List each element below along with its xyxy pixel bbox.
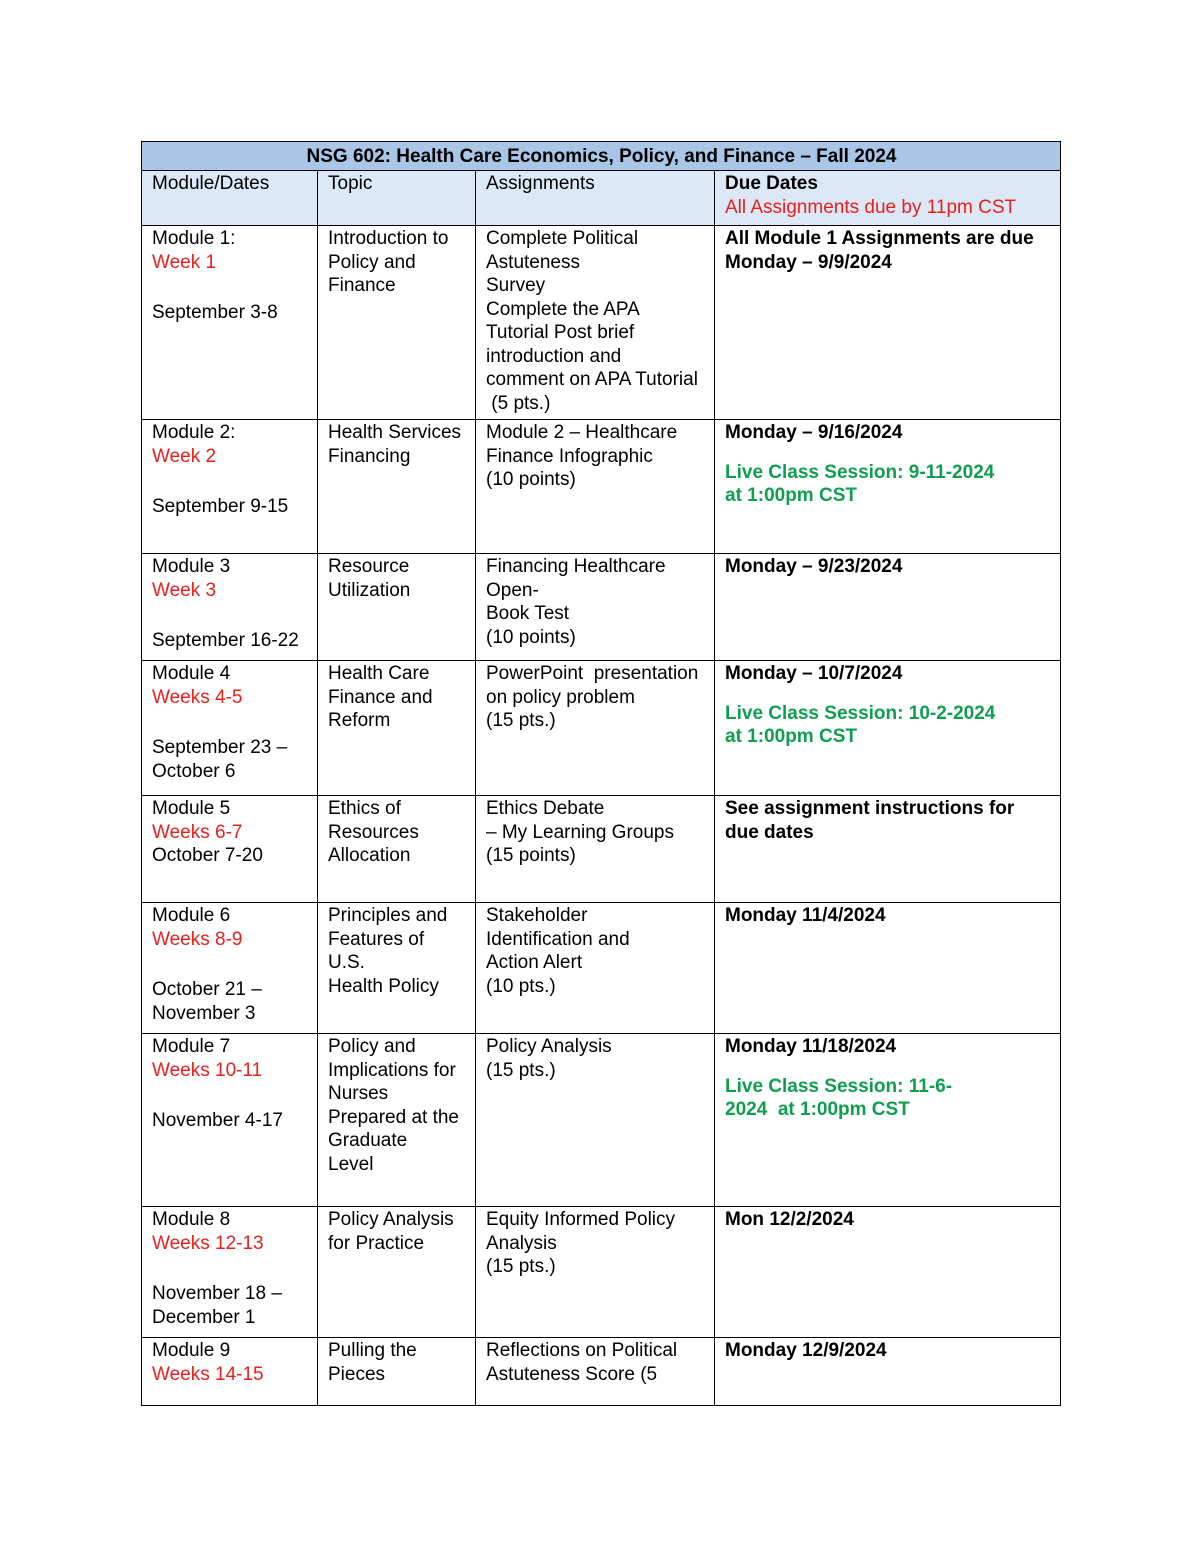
topic-line: Financing — [328, 445, 411, 467]
course-title: NSG 602: Health Care Economics, Policy, and Finance – Fall 2024 — [142, 142, 1061, 171]
due-date-cell — [715, 796, 1061, 903]
assignments-cell — [476, 554, 715, 661]
assignment-line: Stakeholder — [486, 905, 588, 926]
topic-line: Ethics of — [328, 798, 401, 819]
module-cell — [142, 903, 318, 1034]
header-topic — [318, 171, 476, 226]
assignment-line: Module 2 – Healthcare — [486, 422, 678, 443]
table-row — [142, 796, 1061, 903]
due-date-cell — [715, 1207, 1061, 1338]
module-cell — [142, 554, 318, 661]
topic-cell — [318, 796, 476, 903]
due-date-line: All Module 1 Assignments are due — [725, 228, 1034, 249]
table-row — [142, 903, 1061, 1034]
spacer — [152, 468, 308, 495]
assignment-line: on policy problem — [486, 686, 635, 708]
header-assignments-label: Assignments — [486, 173, 595, 194]
live-session-line: 2024 at 1:00pm CST — [725, 1099, 910, 1120]
table-row — [142, 1034, 1061, 1207]
module-cell — [142, 1338, 318, 1406]
header-due-dates-label: Due Dates — [725, 173, 818, 194]
topic-line: Policy and — [328, 251, 416, 273]
live-session-line: Live Class Session: 10-2-2024 — [725, 702, 996, 724]
assignments-cell — [476, 661, 715, 796]
assignment-line: comment on APA Tutorial — [486, 369, 698, 390]
due-date-line: Monday – 9/9/2024 — [725, 251, 892, 273]
assignment-line: introduction and — [486, 345, 622, 367]
topic-line: Health Services — [328, 422, 462, 443]
assignment-line: Book Test — [486, 603, 570, 624]
module-label: Module 9 — [152, 1340, 231, 1361]
assignment-line: – My Learning Groups — [486, 821, 674, 843]
week-label: Week 3 — [152, 579, 217, 601]
module-date-range: September 9-15 — [152, 496, 289, 517]
due-date-cell — [715, 226, 1061, 420]
module-label: Module 8 — [152, 1209, 231, 1230]
due-date-cell — [715, 554, 1061, 661]
topic-line: Principles and — [328, 905, 448, 926]
module-cell — [142, 226, 318, 420]
table-header-row — [142, 171, 1061, 226]
module-cell — [142, 420, 318, 554]
assignment-line: (10 pts.) — [486, 975, 556, 997]
assignment-line: (5 pts.) — [486, 392, 551, 414]
topic-line: Features of — [328, 928, 425, 950]
topic-cell — [318, 903, 476, 1034]
assignment-line: Financing Healthcare — [486, 556, 666, 577]
assignments-cell — [476, 903, 715, 1034]
week-label: Weeks 6-7 — [152, 821, 243, 843]
due-date-line: Monday 11/18/2024 — [725, 1036, 897, 1057]
live-session-line: at 1:00pm CST — [725, 726, 857, 747]
assignment-line: Astuteness Score (5 — [486, 1363, 658, 1385]
module-label: Module 4 — [152, 663, 231, 684]
week-label: Weeks 14-15 — [152, 1363, 264, 1385]
live-session-line: Live Class Session: 9-11-2024 — [725, 461, 995, 483]
assignments-cell — [476, 1207, 715, 1338]
live-session-line: at 1:00pm CST — [725, 485, 857, 506]
spacer — [152, 602, 308, 629]
table-row — [142, 554, 1061, 661]
topic-line: Allocation — [328, 845, 411, 866]
assignment-line: (10 points) — [486, 626, 576, 648]
module-cell — [142, 796, 318, 903]
module-cell — [142, 661, 318, 796]
live-session-line: Live Class Session: 11-6- — [725, 1075, 953, 1097]
topic-cell — [318, 1034, 476, 1207]
header-module-dates-label: Module/Dates — [152, 173, 270, 194]
week-label: Week 2 — [152, 445, 217, 467]
assignment-line: PowerPoint presentation — [486, 663, 699, 684]
due-date-line: Monday – 10/7/2024 — [725, 663, 903, 684]
spacer — [725, 445, 1051, 461]
due-date-line: See assignment instructions for — [725, 798, 1015, 819]
topic-line: Utilization — [328, 579, 411, 601]
header-assignments — [476, 171, 715, 226]
due-date-cell — [715, 661, 1061, 796]
topic-line: Pieces — [328, 1363, 386, 1385]
assignment-line: Analysis — [486, 1232, 557, 1254]
topic-line: Resource — [328, 556, 410, 577]
week-label: Weeks 8-9 — [152, 928, 243, 950]
assignments-cell — [476, 420, 715, 554]
module-date-range: December 1 — [152, 1306, 256, 1328]
topic-cell — [318, 661, 476, 796]
topic-line: Graduate — [328, 1130, 408, 1151]
spacer — [152, 1082, 308, 1109]
assignment-line: Complete Political — [486, 228, 639, 249]
topic-line: Introduction to — [328, 228, 449, 249]
due-date-line: Monday 11/4/2024 — [725, 905, 886, 926]
module-date-range: September 23 – — [152, 737, 288, 758]
topic-cell — [318, 226, 476, 420]
week-label: Weeks 12-13 — [152, 1232, 264, 1254]
topic-line: for Practice — [328, 1232, 425, 1254]
header-module-dates — [142, 171, 318, 226]
topic-line: Health Care — [328, 663, 430, 684]
topic-line: Level — [328, 1153, 374, 1175]
assignment-line: Reflections on Political — [486, 1340, 678, 1361]
topic-line: Resources — [328, 821, 419, 843]
module-label: Module 5 — [152, 798, 231, 819]
assignments-cell — [476, 796, 715, 903]
topic-cell — [318, 420, 476, 554]
topic-cell — [318, 554, 476, 661]
due-date-cell — [715, 1338, 1061, 1406]
topic-line: Pulling the — [328, 1340, 417, 1361]
due-date-line: Monday – 9/23/2024 — [725, 556, 903, 577]
topic-line: Prepared at the — [328, 1106, 459, 1128]
topic-line: Policy and — [328, 1036, 416, 1057]
topic-line: Policy Analysis — [328, 1209, 454, 1230]
assignment-line: Open- — [486, 579, 539, 601]
topic-cell — [318, 1338, 476, 1406]
due-date-line: Monday 12/9/2024 — [725, 1340, 887, 1361]
topic-line: Nurses — [328, 1083, 389, 1104]
spacer — [152, 951, 308, 978]
topic-line: U.S. — [328, 952, 365, 973]
assignment-line: (15 pts.) — [486, 710, 556, 731]
table-row — [142, 226, 1061, 420]
assignment-line: Complete the APA — [486, 298, 640, 320]
module-label: Module 6 — [152, 905, 231, 926]
module-date-range: October 21 – — [152, 979, 262, 1000]
due-date-line: due dates — [725, 821, 814, 843]
week-label: Weeks 4-5 — [152, 686, 243, 708]
assignment-line: Finance Infographic — [486, 445, 653, 467]
due-date-cell — [715, 1034, 1061, 1207]
module-date-range: October 6 — [152, 760, 236, 782]
module-date-range: September 16-22 — [152, 630, 299, 651]
module-cell — [142, 1034, 318, 1207]
course-schedule-table — [141, 141, 1061, 1406]
assignments-cell — [476, 1338, 715, 1406]
header-topic-label: Topic — [328, 173, 373, 194]
table-title-row — [142, 142, 1061, 171]
topic-line: Implications for — [328, 1059, 456, 1081]
module-label: Module 2: — [152, 422, 236, 443]
spacer — [152, 709, 308, 736]
module-label: Module 7 — [152, 1036, 231, 1057]
assignment-line: Tutorial Post brief — [486, 322, 635, 343]
spacer — [152, 274, 308, 301]
assignment-line: Equity Informed Policy — [486, 1209, 676, 1230]
due-date-line: Monday – 9/16/2024 — [725, 422, 903, 443]
spacer — [152, 1255, 308, 1282]
assignment-line: Astuteness — [486, 251, 580, 273]
week-label: Week 1 — [152, 251, 217, 273]
module-date-range: November 4-17 — [152, 1110, 283, 1131]
module-label: Module 1: — [152, 228, 236, 249]
module-date-range: November 18 – — [152, 1283, 282, 1304]
table-row — [142, 420, 1061, 554]
assignment-line: (15 points) — [486, 845, 576, 866]
module-label: Module 3 — [152, 556, 231, 577]
module-date-range: November 3 — [152, 1002, 256, 1024]
spacer — [725, 686, 1051, 702]
module-date-range: October 7-20 — [152, 845, 263, 866]
spacer — [725, 1059, 1051, 1075]
module-date-range: September 3-8 — [152, 302, 278, 323]
assignment-line: (10 points) — [486, 469, 576, 490]
assignment-line: Action Alert — [486, 952, 583, 973]
due-date-cell — [715, 903, 1061, 1034]
assignment-line: Ethics Debate — [486, 798, 605, 819]
assignments-cell — [476, 1034, 715, 1207]
assignment-line: Survey — [486, 275, 546, 296]
topic-line: Finance — [328, 275, 396, 296]
table-row — [142, 1207, 1061, 1338]
topic-line: Finance and — [328, 686, 433, 708]
topic-line: Health Policy — [328, 975, 439, 997]
assignment-line: Policy Analysis — [486, 1036, 612, 1057]
table-row — [142, 1338, 1061, 1406]
assignment-line: Identification and — [486, 928, 630, 950]
table-row — [142, 661, 1061, 796]
assignments-cell — [476, 226, 715, 420]
due-date-line: Mon 12/2/2024 — [725, 1209, 854, 1230]
assignment-line: (15 pts.) — [486, 1059, 556, 1081]
topic-line: Reform — [328, 710, 391, 731]
week-label: Weeks 10-11 — [152, 1059, 263, 1081]
header-due-note: All Assignments due by 11pm CST — [725, 196, 1017, 218]
module-cell — [142, 1207, 318, 1338]
due-date-cell — [715, 420, 1061, 554]
topic-cell — [318, 1207, 476, 1338]
assignment-line: (15 pts.) — [486, 1256, 556, 1277]
header-due-dates — [715, 171, 1061, 226]
